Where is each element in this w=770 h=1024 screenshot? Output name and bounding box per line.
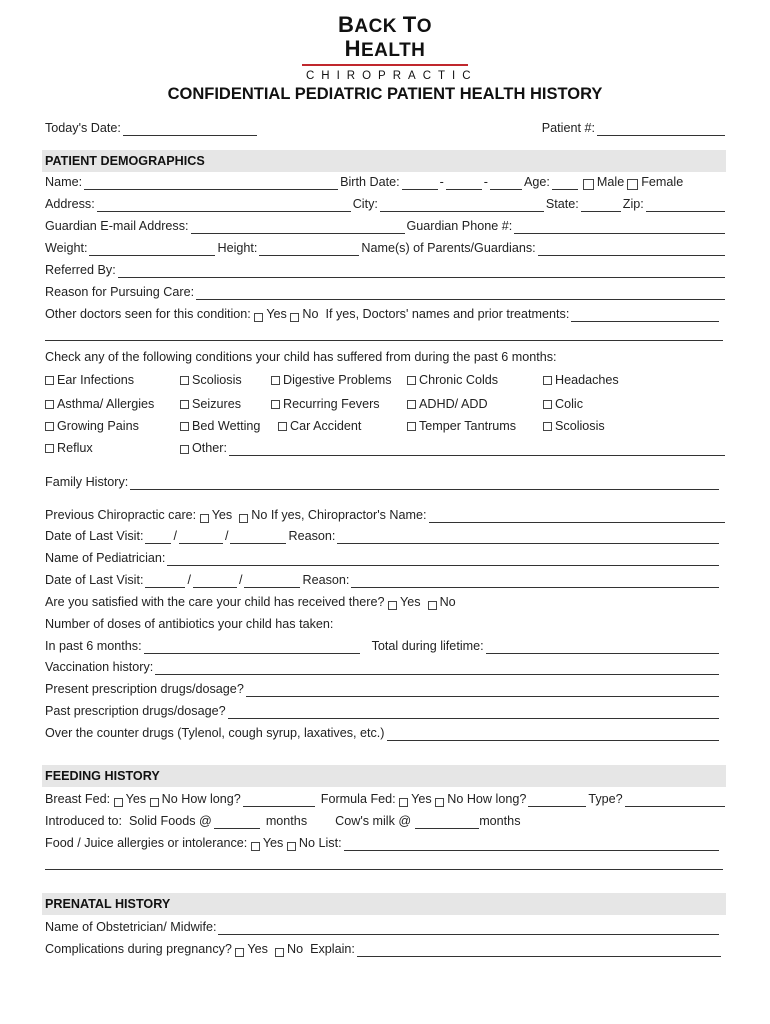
obstetrician-row: [45, 915, 725, 935]
ped-visit-year-field[interactable]: [244, 573, 300, 588]
no-label: No: [298, 836, 315, 850]
age-field[interactable]: [552, 175, 578, 190]
months-label: months: [265, 814, 308, 828]
allergies-no-checkbox[interactable]: [287, 842, 296, 851]
zip-label: Zip:: [622, 197, 644, 211]
female-label: Female: [641, 175, 684, 189]
breast-fed-yes-checkbox[interactable]: [114, 798, 123, 807]
vaccination-row: [45, 655, 725, 675]
condition-seizures[interactable]: Seizures: [180, 396, 241, 412]
prior-treatments-label: If yes, Doctors' names and prior treatments:: [325, 307, 570, 321]
antibiotics-row: [45, 612, 725, 632]
other-doctors-yes-checkbox[interactable]: [254, 313, 263, 322]
lifetime-label: Total during lifetime:: [371, 639, 484, 653]
condition-headaches[interactable]: Headaches: [543, 372, 619, 388]
pediatrician-row: [45, 546, 725, 566]
breast-fed-row: [45, 787, 725, 807]
formula-type-field[interactable]: [625, 792, 725, 807]
guardian-email-field[interactable]: [191, 219, 405, 234]
no-label: No: [439, 595, 456, 609]
patient-number-field[interactable]: [597, 121, 725, 136]
previous-chiro-row: [45, 503, 725, 523]
chiro-last-visit-label: Date of Last Visit:: [45, 529, 144, 543]
otc-field[interactable]: [387, 726, 720, 741]
condition-scoliosis[interactable]: Scoliosis: [180, 372, 242, 388]
family-history-field[interactable]: [130, 475, 719, 490]
cows-milk-field[interactable]: [415, 814, 479, 829]
patient-number-label: Patient #:: [541, 121, 595, 135]
condition-digestive-problems[interactable]: Digestive Problems: [271, 372, 392, 388]
conditions-intro-text: Check any of the following conditions your child has suffered from during the past 6 months:: [45, 350, 557, 364]
header-row: [45, 116, 725, 136]
pediatrician-label: Name of Pediatrician:: [45, 551, 166, 565]
name-row: [45, 170, 725, 190]
female-checkbox[interactable]: [627, 179, 638, 190]
city-label: City:: [352, 197, 378, 211]
other-doctors-no-checkbox[interactable]: [290, 313, 299, 322]
satisfied-no-checkbox[interactable]: [428, 601, 437, 610]
condition-chronic-colds[interactable]: Chronic Colds: [407, 372, 498, 388]
yes-label: Yes: [125, 792, 147, 806]
past-rx-label: Past prescription drugs/dosage?: [45, 704, 226, 718]
todays-date-field[interactable]: [123, 121, 257, 136]
state-label: State:: [545, 197, 579, 211]
chiro-reason-label: Reason:: [288, 529, 336, 543]
section-patient-demographics: PATIENT DEMOGRAPHICS: [42, 150, 726, 172]
other-doctors-row: [45, 302, 725, 322]
satisfied-row: [45, 590, 725, 610]
vaccination-label: Vaccination history:: [45, 660, 154, 674]
slash: /: [224, 529, 229, 543]
yes-label: Yes: [411, 792, 432, 806]
condition-temper-tantrums[interactable]: Temper Tantrums: [407, 418, 516, 434]
birth-date-label: Birth Date:: [340, 175, 400, 189]
introduced-label: Introduced to:: [45, 814, 123, 828]
chiro-last-visit-row: [45, 524, 725, 544]
present-rx-field[interactable]: [246, 682, 719, 697]
complications-yes-checkbox[interactable]: [235, 948, 244, 957]
yes-label: Yes: [262, 836, 284, 850]
condition-recurring-fevers[interactable]: Recurring Fevers: [271, 396, 380, 412]
clinic-logo: [302, 12, 478, 83]
antibiotics-counts-row: [45, 634, 725, 654]
condition-growing-pains[interactable]: Growing Pains: [45, 418, 139, 434]
form-title: CONFIDENTIAL PEDIATRIC PATIENT HEALTH HISTORY: [167, 85, 603, 103]
family-history-label: Family History:: [45, 475, 129, 489]
chiro-name-field[interactable]: [429, 508, 725, 523]
condition-adhd[interactable]: ADHD/ ADD: [407, 396, 488, 412]
breast-how-long-field[interactable]: [243, 792, 315, 807]
parents-field[interactable]: [538, 241, 725, 256]
yes-label: Yes: [400, 595, 421, 609]
ped-reason-label: Reason:: [302, 573, 350, 587]
male-checkbox[interactable]: [583, 179, 594, 190]
lifetime-field[interactable]: [486, 639, 719, 654]
previous-chiro-label: Previous Chiropractic care:: [45, 508, 197, 522]
dash: -: [439, 175, 444, 189]
yes-label: Yes: [247, 942, 268, 956]
complications-row: [45, 937, 725, 957]
height-field[interactable]: [259, 241, 359, 256]
condition-colic[interactable]: Colic: [543, 396, 583, 412]
condition-reflux[interactable]: Reflux: [45, 440, 93, 456]
referred-row: [45, 258, 725, 278]
male-label: Male: [596, 175, 625, 189]
formula-type-label: Type?: [588, 792, 623, 806]
allergies-row: [45, 831, 725, 851]
breast-how-long-label: How long?: [181, 792, 241, 806]
previous-chiro-no-checkbox[interactable]: [239, 514, 248, 523]
height-label: Height:: [217, 241, 258, 255]
no-label: No: [302, 307, 319, 321]
yes-label: Yes: [211, 508, 233, 522]
obstetrician-label: Name of Obstetrician/ Midwife:: [45, 920, 217, 934]
antibiotics-label: Number of doses of antibiotics your child has taken:: [45, 617, 334, 631]
address-field[interactable]: [97, 197, 351, 212]
introduced-row: [45, 809, 725, 829]
formula-how-long-label: How long?: [466, 792, 527, 806]
condition-scoliosis-2[interactable]: Scoliosis: [543, 418, 605, 434]
name-field[interactable]: [84, 175, 338, 190]
conditions-intro: [45, 345, 725, 365]
otc-row: [45, 721, 725, 741]
prior-treatments-field[interactable]: [571, 307, 719, 322]
age-label: Age:: [524, 175, 550, 189]
reason-row: [45, 280, 725, 300]
logo-title: BACK TO HEALTH: [337, 12, 433, 61]
chiro-name-label: If yes, Chiropractor's Name:: [270, 508, 427, 522]
ped-visit-day-field[interactable]: [193, 573, 237, 588]
family-history-row: [45, 470, 725, 490]
formula-fed-label: Formula Fed:: [320, 792, 396, 806]
condition-other[interactable]: Other:: [180, 440, 725, 456]
section-prenatal-history: PRENATAL HISTORY: [42, 893, 726, 915]
other-condition-field[interactable]: [229, 441, 725, 456]
zip-field[interactable]: [646, 197, 725, 212]
formula-fed-yes-checkbox[interactable]: [399, 798, 408, 807]
guardian-contact-row: [45, 214, 725, 234]
condition-car-accident[interactable]: Car Accident: [278, 418, 361, 434]
name-label: Name:: [45, 175, 83, 189]
weight-row: [45, 236, 725, 256]
explain-label: Explain:: [310, 942, 355, 956]
previous-chiro-yes-checkbox[interactable]: [200, 514, 209, 523]
breast-fed-no-checkbox[interactable]: [150, 798, 159, 807]
condition-ear-infections[interactable]: Ear Infections: [45, 372, 134, 388]
slash: /: [173, 529, 177, 543]
obstetrician-field[interactable]: [218, 920, 719, 935]
ped-reason-field[interactable]: [351, 573, 719, 588]
logo-divider: [302, 64, 468, 66]
weight-field[interactable]: [89, 241, 215, 256]
otc-label: Over the counter drugs (Tylenol, cough syrup, laxatives, etc.): [45, 726, 385, 740]
months-label: months: [479, 814, 521, 828]
pediatrician-last-visit-row: [45, 568, 725, 588]
past-rx-field[interactable]: [228, 704, 719, 719]
logo-subtitle: CHIROPRACTIC: [306, 70, 478, 82]
reason-field[interactable]: [196, 285, 725, 300]
allergies-list-label: List:: [318, 836, 342, 850]
ped-visit-month-field[interactable]: [145, 573, 185, 588]
chiro-visit-year-field[interactable]: [230, 529, 286, 544]
guardian-phone-label: Guardian Phone #:: [406, 219, 513, 233]
no-label: No: [447, 792, 464, 806]
allergies-yes-checkbox[interactable]: [251, 842, 260, 851]
birth-month-field[interactable]: [402, 175, 438, 190]
breast-fed-label: Breast Fed:: [45, 792, 111, 806]
section-feeding-history: FEEDING HISTORY: [42, 765, 726, 787]
prior-treatments-line-2[interactable]: [45, 340, 723, 341]
condition-asthma-allergies[interactable]: Asthma/ Allergies: [45, 396, 154, 412]
satisfied-yes-checkbox[interactable]: [388, 601, 397, 610]
past-rx-row: [45, 699, 725, 719]
complications-label: Complications during pregnancy?: [45, 942, 232, 956]
chiro-visit-month-field[interactable]: [145, 529, 171, 544]
address-label: Address:: [45, 197, 95, 211]
complications-no-checkbox[interactable]: [275, 948, 284, 957]
other-doctors-label: Other doctors seen for this condition:: [45, 307, 251, 321]
guardian-email-label: Guardian E-mail Address:: [45, 219, 189, 233]
solid-foods-field[interactable]: [214, 814, 260, 829]
reason-label: Reason for Pursuing Care:: [45, 285, 195, 299]
state-field[interactable]: [581, 197, 621, 212]
referred-by-label: Referred By:: [45, 263, 116, 277]
no-label: No: [251, 508, 268, 522]
allergies-label: Food / Juice allergies or intolerance:: [45, 836, 248, 850]
past-6-months-field[interactable]: [144, 639, 360, 654]
birth-day-field[interactable]: [446, 175, 482, 190]
satisfied-label: Are you satisfied with the care your child has received there?: [45, 595, 385, 609]
past-6-months-label: In past 6 months:: [45, 639, 142, 653]
birth-year-field[interactable]: [490, 175, 522, 190]
allergies-line-2[interactable]: [45, 869, 723, 870]
no-label: No: [286, 942, 304, 956]
referred-by-field[interactable]: [118, 263, 725, 278]
todays-date-label: Today's Date:: [45, 121, 121, 135]
pediatrician-last-visit-label: Date of Last Visit:: [45, 573, 144, 587]
dash: -: [483, 175, 488, 189]
chiro-visit-day-field[interactable]: [179, 529, 223, 544]
yes-label: Yes: [266, 307, 287, 321]
present-rx-row: [45, 677, 725, 697]
formula-how-long-field[interactable]: [528, 792, 586, 807]
vaccination-field[interactable]: [155, 660, 719, 675]
slash: /: [238, 573, 243, 587]
city-field[interactable]: [380, 197, 544, 212]
present-rx-label: Present prescription drugs/dosage?: [45, 682, 244, 696]
chiro-reason-field[interactable]: [337, 529, 719, 544]
allergies-list-field[interactable]: [344, 836, 719, 851]
explain-field[interactable]: [357, 942, 721, 957]
parents-label: Name(s) of Parents/Guardians:: [361, 241, 536, 255]
address-row: [45, 192, 725, 212]
weight-label: Weight:: [45, 241, 88, 255]
solid-foods-label: Solid Foods @: [129, 814, 212, 828]
cows-milk-label: Cow's milk @: [335, 814, 412, 828]
condition-bed-wetting[interactable]: Bed Wetting: [180, 418, 260, 434]
guardian-phone-field[interactable]: [514, 219, 725, 234]
no-label: No: [161, 792, 178, 806]
pediatrician-field[interactable]: [167, 551, 719, 566]
formula-fed-no-checkbox[interactable]: [435, 798, 444, 807]
slash: /: [187, 573, 191, 587]
